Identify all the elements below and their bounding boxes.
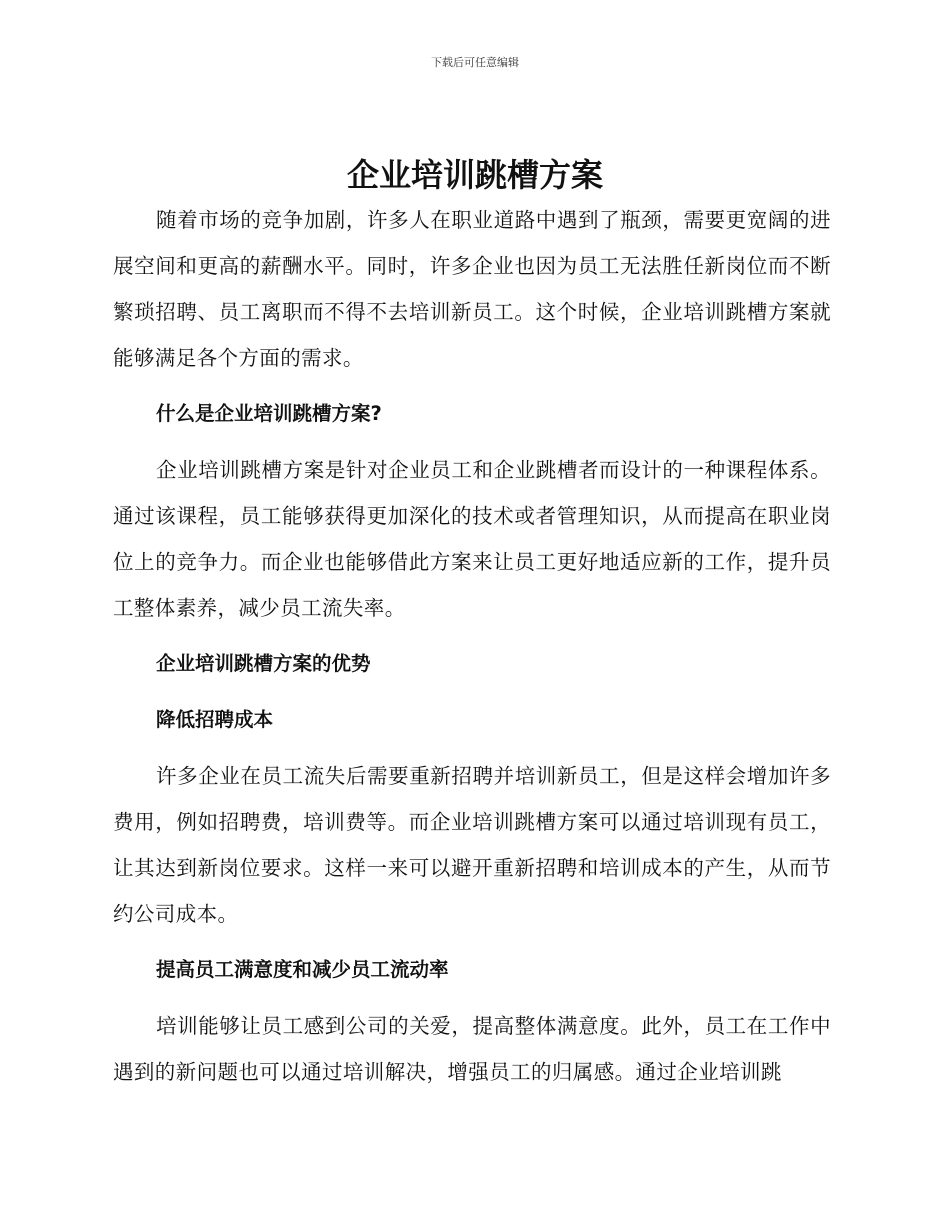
reduce-cost-paragraph: 许多企业在员工流失后需要重新招聘并培训新员工，但是这样会增加许多费用，例如招聘费，培训费等。而企业培训跳槽方案可以通过培训现有员工，让其达到新岗位要求。这样一来可以避开重新招聘和培训成本的产生，从而节约公司成本。 (113, 764, 831, 926)
satisfaction-paragraph: 培训能够让员工感到公司的关爱，提高整体满意度。此外，员工在工作中遇到的新问题也可以通过培训解决，增强员工的归属感。通过企业培训跳 (113, 1014, 831, 1084)
subheading-reduce-cost: 降低招聘成本 (156, 708, 274, 731)
intro-paragraph: 随着市场的竞争加剧，许多人在职业道路中遇到了瓶颈，需要更宽阔的进展空间和更高的薪酬水平。同时，许多企业也因为员工无法胜任新岗位而不断繁琐招聘、员工离职而不得不去培训新员工。这个时候，企业培训跳槽方案就能够满足各个方面的需求。 (113, 208, 831, 370)
section-heading-what-is: 什么是企业培训跳槽方案? (156, 402, 382, 425)
subheading-satisfaction: 提高员工满意度和减少员工流动率 (156, 958, 449, 981)
document-body (113, 197, 831, 1095)
definition-paragraph: 企业培训跳槽方案是针对企业员工和企业跳槽者而设计的一种课程体系。通过该课程，员工能够获得更加深化的技术或者管理知识，从而提高在职业岗位上的竞争力。而企业也能够借此方案来让员工更好地适应新的工作，提升员工整体素养，减少员工流失率。 (113, 458, 831, 620)
document-title: 企业培训跳槽方案 (346, 156, 603, 194)
section-heading-advantages: 企业培训跳槽方案的优势 (156, 652, 371, 675)
page-header-note: 下载后可任意编辑 (431, 56, 519, 69)
